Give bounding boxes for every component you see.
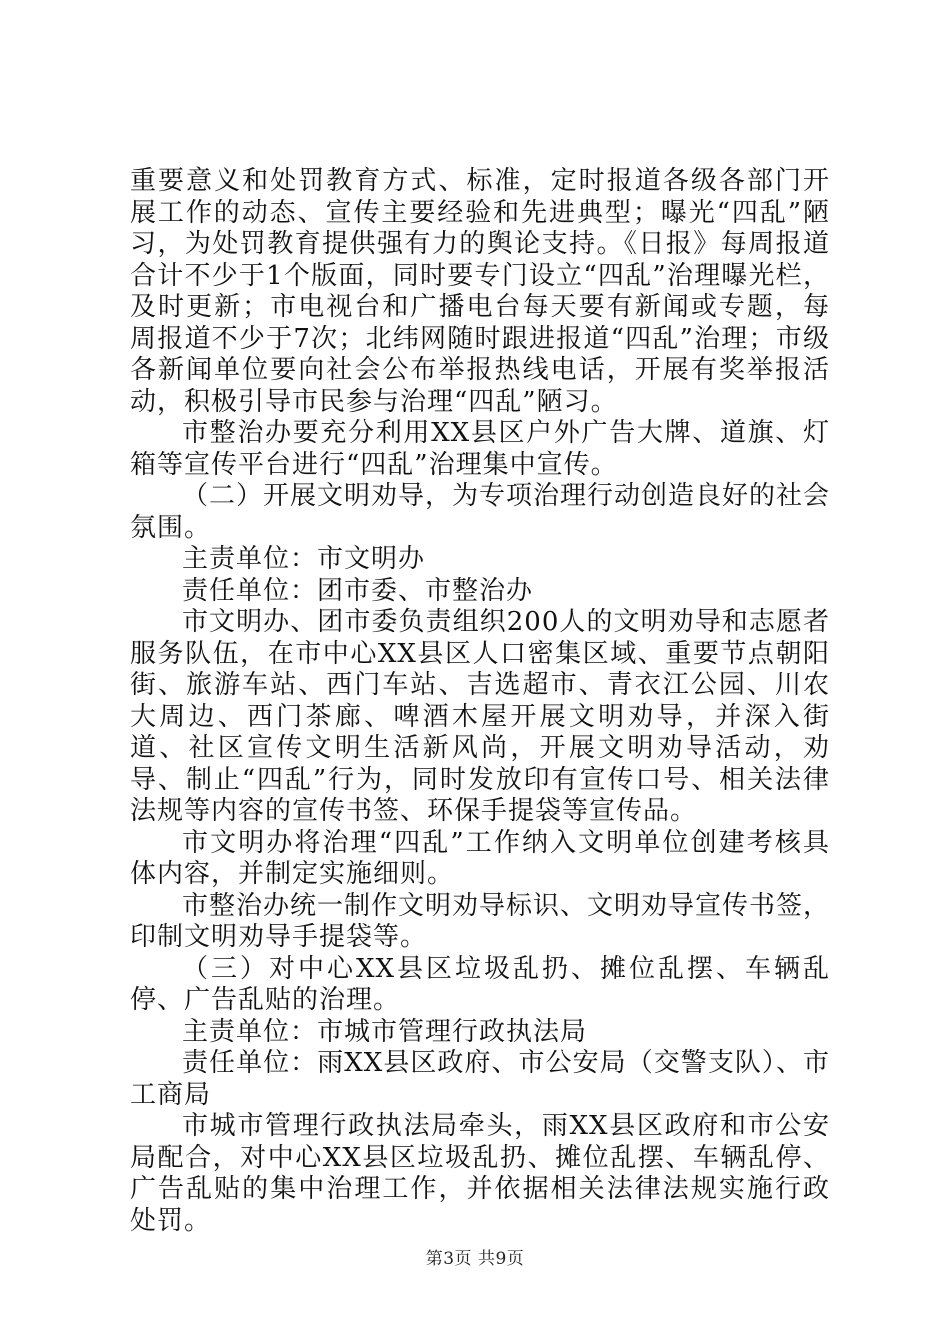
paragraph-volunteer-team: 市文明办、团市委负责组织200人的文明劝导和志愿者服务队伍，在市中心XX县区人口密集区域、重要节点朝阳街、旅游车站、西门车站、吉选超市、青衣江公园、川农大周边、西门茶廊、啤酒木屋开展文明劝导，并深入街道、社区宣传文明生活新风尚，开展文明劝导活动，劝导、制止“四乱”行为，同时发放印有宣传口号、相关法律法规等内容的宣传书签、环保手提袋等宣传品。 xyxy=(130,607,830,826)
paragraph-lead-unit: 主责单位：市文明办 xyxy=(182,544,426,574)
paragraph-outdoor-publicity: 市整治办要充分利用XX县区户外广告大牌、道旗、灯箱等宣传平台进行“四乱”治理集中宣传。 xyxy=(130,418,830,480)
paragraph-enforcement: 市城市管理行政执法局牵头，雨XX县区政府和市公安局配合，对中心XX县区垃圾乱扔、摊位乱摆、车辆乱停、广告乱贴的集中治理工作，并依据相关法律法规实施行政处罚。 xyxy=(130,1111,830,1236)
page-footer: 第3页 共9页 xyxy=(425,1249,525,1269)
paragraph-publicity-reporting: 重要意义和处罚教育方式、标准，定时报道各级各部门开展工作的动态、宣传主要经验和先进典型；曝光“四乱”陋习，为处罚教育提供强有力的舆论支持。《日报》每周报道合计不少于1个版面，同时要专门设立“四乱”治理曝光栏，及时更新；市电视台和广播电台每天要有新闻或专题，每周报道不少于7次；北纬网随时跟进报道“四乱”治理；市级各新闻单位要向社会公布举报热线电话，开展有奖举报活动，积极引导市民参与治理“四乱”陋习。 xyxy=(130,166,830,417)
paragraph-materials: 市整治办统一制作文明劝导标识、文明劝导宣传书签，印制文明劝导手提袋等。 xyxy=(130,890,831,952)
document-body xyxy=(130,166,830,1237)
section-heading-civilized-persuasion: （二）开展文明劝导，为专项治理行动创造良好的社会氛围。 xyxy=(130,481,831,543)
paragraph-assessment: 市文明办将治理“四乱”工作纳入文明单位创建考核具体内容，并制定实施细则。 xyxy=(130,827,830,889)
section-heading-four-disorders: （三）对中心XX县区垃圾乱扔、摊位乱摆、车辆乱停、广告乱贴的治理。 xyxy=(130,953,830,1015)
paragraph-responsible-units: 责任单位：团市委、市整治办 xyxy=(182,575,534,606)
paragraph-responsible-units-2: 责任单位：雨XX县区政府、市公安局（交警支队）、市工商局 xyxy=(130,1048,830,1110)
paragraph-lead-unit-2: 主责单位：市城市管理行政执法局 xyxy=(182,1016,588,1047)
